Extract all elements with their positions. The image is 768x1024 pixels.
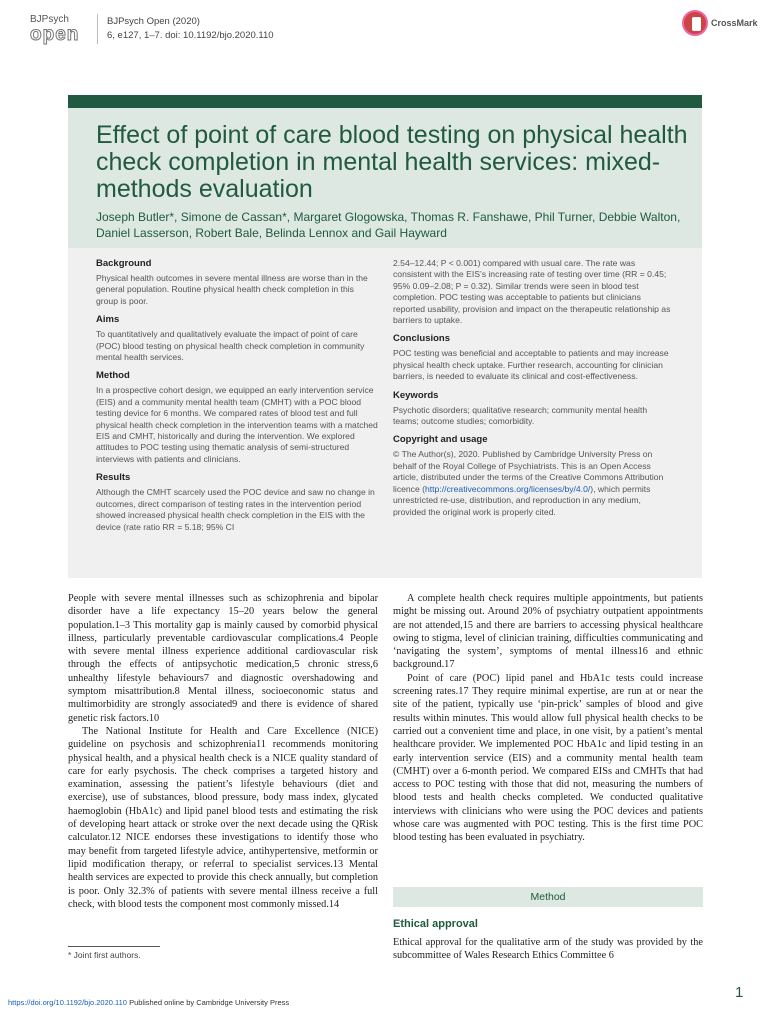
footnote: * Joint first authors. — [68, 950, 141, 960]
copyright-heading: Copyright and usage — [393, 434, 488, 446]
footer-publisher: Published online by Cambridge University Press — [126, 998, 290, 1007]
keywords-heading: Keywords — [393, 389, 439, 401]
footnote-rule — [68, 946, 160, 947]
aims-text: To quantitatively and qualitatively evaluate the impact of point of care (POC) blood testing on physical health check completion in community mental health services. — [96, 329, 365, 363]
crossmark-icon — [682, 10, 708, 36]
body-right-column — [393, 592, 703, 845]
paragraph: People with severe mental illnesses such as schizophrenia and bipolar disorder have a life expectancy 15–20 years below the general population.1–3 This mortality gap is mainly caused by comorbid physical illness, particularly preventable cardiovascular complications.4 People with severe mental illness experience additional cardiovascular risk through the effects of antipsychotic medication,5 chronic stress,6 unhealthy lifestyle behaviours7 and diagnostic overshadowing and symptom misattribution.8 Mental illness, socioeconomic status and multimorbidity are strongly associated9 and there is evidence of shared genetic risk factors.10 — [68, 593, 378, 724]
method-text: In a prospective cohort design, we equipped an early intervention service (EIS) and a community mental health team (CMHT) with a POC blood testing device for 6 months. We compared rates of blood test and full physical health check completion in the intervention teams with a matched EIS and CMHT, historically and during the intervention. We explored attitudes to POC testing using thematic analysis of semi-structured interviews with patients and clinicians. — [96, 385, 378, 464]
method-section-heading: Method — [530, 891, 566, 903]
body-left-column — [68, 592, 378, 911]
abstract-right-column — [393, 258, 675, 525]
paragraph: The National Institute for Health and Care Excellence (NICE) guideline on psychosis and schizophrenia11 recommends monitoring physical health, and a physical health check is a NICE quality standard of care for early psychosis. The check comprises a targeted history and examination, assessing the patient’s lifestyle behaviours (diet and exercise), use of substances, blood pressure, body mass index, glycated haemoglobin (HbA1c) and lipid panel blood tests and estimating the risk of developing heart attack or stroke over the next decade using the QRisk calculator.12 NICE endorses these investigations to identify those who may benefit from targeted lifestyle advice, antihypertensive, metformin or lipid modification therapy, or referral to specialist services.13 Mental health services are expected to provide this check annually, but completion is poor. Only 32.3% of patients with severe mental illness receive a full check, with blood tests the component most commonly missed.14 — [68, 725, 378, 910]
conclusions-heading: Conclusions — [393, 333, 451, 345]
ethical-approval-text: Ethical approval for the qualitative arm of the study was provided by the subcommittee of Wales Research Ethics Committee 6 — [393, 937, 703, 962]
title-top-bar — [68, 95, 702, 108]
author-list: Joseph Butler*, Simone de Cassan*, Margaret Glogowska, Thomas R. Fanshawe, Phil Turner, Debbie Walton, Daniel Lasserson, Robert Bale, Belinda Lennox and Gail Hayward — [96, 210, 681, 240]
crossmark-label: CrossMark — [711, 18, 758, 28]
journal-logo — [30, 14, 90, 44]
page-footer — [8, 998, 289, 1007]
results-heading: Results — [96, 472, 131, 484]
keywords-text: Psychotic disorders; qualitative research; community mental health teams; outcome studies; comorbidity. — [393, 404, 648, 427]
paragraph: Point of care (POC) lipid panel and HbA1c tests could increase screening rates.17 They require minimal expertise, are run at or near the site of the patient, typically use ‘pin-prick’ samples of blood and give results within minutes. This would allow full physical health checks to be carried out a convenient time and place, in one visit, by a patient’s mental healthcare provider. We implemented POC HbA1c and lipid testing in an early intervention service (EIS) and a community mental health team (CMHT) over a 6-month period. We compared EISs and CMHTs that had access to POC testing with those that did not, measuring the numbers of blood tests and health checks completed. We conducted qualitative interviews with clinicians who were using the POC devices and patients whose care was augmented with POC testing. This is the first time POC blood testing has been evaluated in psychiatry. — [393, 672, 703, 844]
paragraph: A complete health check requires multiple appointments, but patients might be missing out. Around 20% of psychiatry outpatient appointments are not attended,15 and there are barriers to accessing physical healthcare owing to stigma, level of clinician training, difficulties communicating and ‘navigating the system’, symptoms of mental illness16 and ethnic background.17 — [393, 593, 703, 671]
ethical-approval-heading: Ethical approval — [393, 918, 478, 930]
journal-doi: 6, e127, 1–7. doi: 10.1192/bjo.2020.110 — [107, 30, 274, 41]
copyright-text-a: © The Author(s), 2020. Published by Cambridge University Press on behalf of the Royal College of Psychiatrists. This is an Open Access article, distributed under the terms of the Creative Commons Attribution licence ( — [393, 449, 664, 494]
crossmark-badge[interactable] — [682, 10, 760, 40]
logo-line2: open — [30, 24, 80, 45]
conclusions-text: POC testing was beneficial and acceptable to patients and may increase physical health check uptake. Further research, accounting for clinician barriers, is needed to evaluate its clinical and cost-effectiveness. — [393, 348, 669, 382]
journal-citation — [107, 15, 274, 43]
copyright-text — [393, 449, 675, 517]
method-heading: Method — [96, 370, 130, 382]
license-link[interactable]: http://creativecommons.org/licenses/by/4.0/ — [425, 483, 591, 494]
logo-line1: BJPsych — [30, 14, 69, 25]
method-section-band — [393, 887, 703, 907]
aims-heading: Aims — [96, 314, 120, 326]
copyright-text-b: ), which permits unrestricted re-use, distribution, and reproduction in any medium, provided the original work is properly cited. — [393, 483, 651, 517]
abstract-left-column — [96, 258, 378, 540]
header-divider — [97, 14, 98, 44]
doi-link[interactable]: https://doi.org/10.1192/bjo.2020.110 — [8, 998, 127, 1007]
article-title: Effect of point of care blood testing on physical health check completion in mental health services: mixed-methods evaluation — [96, 121, 688, 203]
journal-name: BJPsych Open (2020) — [107, 16, 200, 27]
page-number: 1 — [735, 984, 744, 1001]
background-heading: Background — [96, 258, 152, 269]
results-text-continued: 2.54–12.44; P < 0.001) compared with usual care. The rate was consistent with the EIS’s increasing rate of testing over time (RR = 0.45; 95% 0.09–2.08; P = 0.32). Similar trends were seen in blood test completion. POC testing was acceptable to patients but clinicians reported usability, provision and impact on the therapeutic relationship as barriers to uptake. — [393, 258, 671, 326]
results-text: Although the CMHT scarcely used the POC device and saw no change in outcomes, direct comparison of testing rates in the intervention period showed increased physical health check completion in the EIS with the device (rate ratio RR = 5.18; 95% CI — [96, 487, 375, 532]
background-text: Physical health outcomes in severe mental illness are worse than in the general population. Routine physical health check completion in this group is poor. — [96, 273, 368, 306]
